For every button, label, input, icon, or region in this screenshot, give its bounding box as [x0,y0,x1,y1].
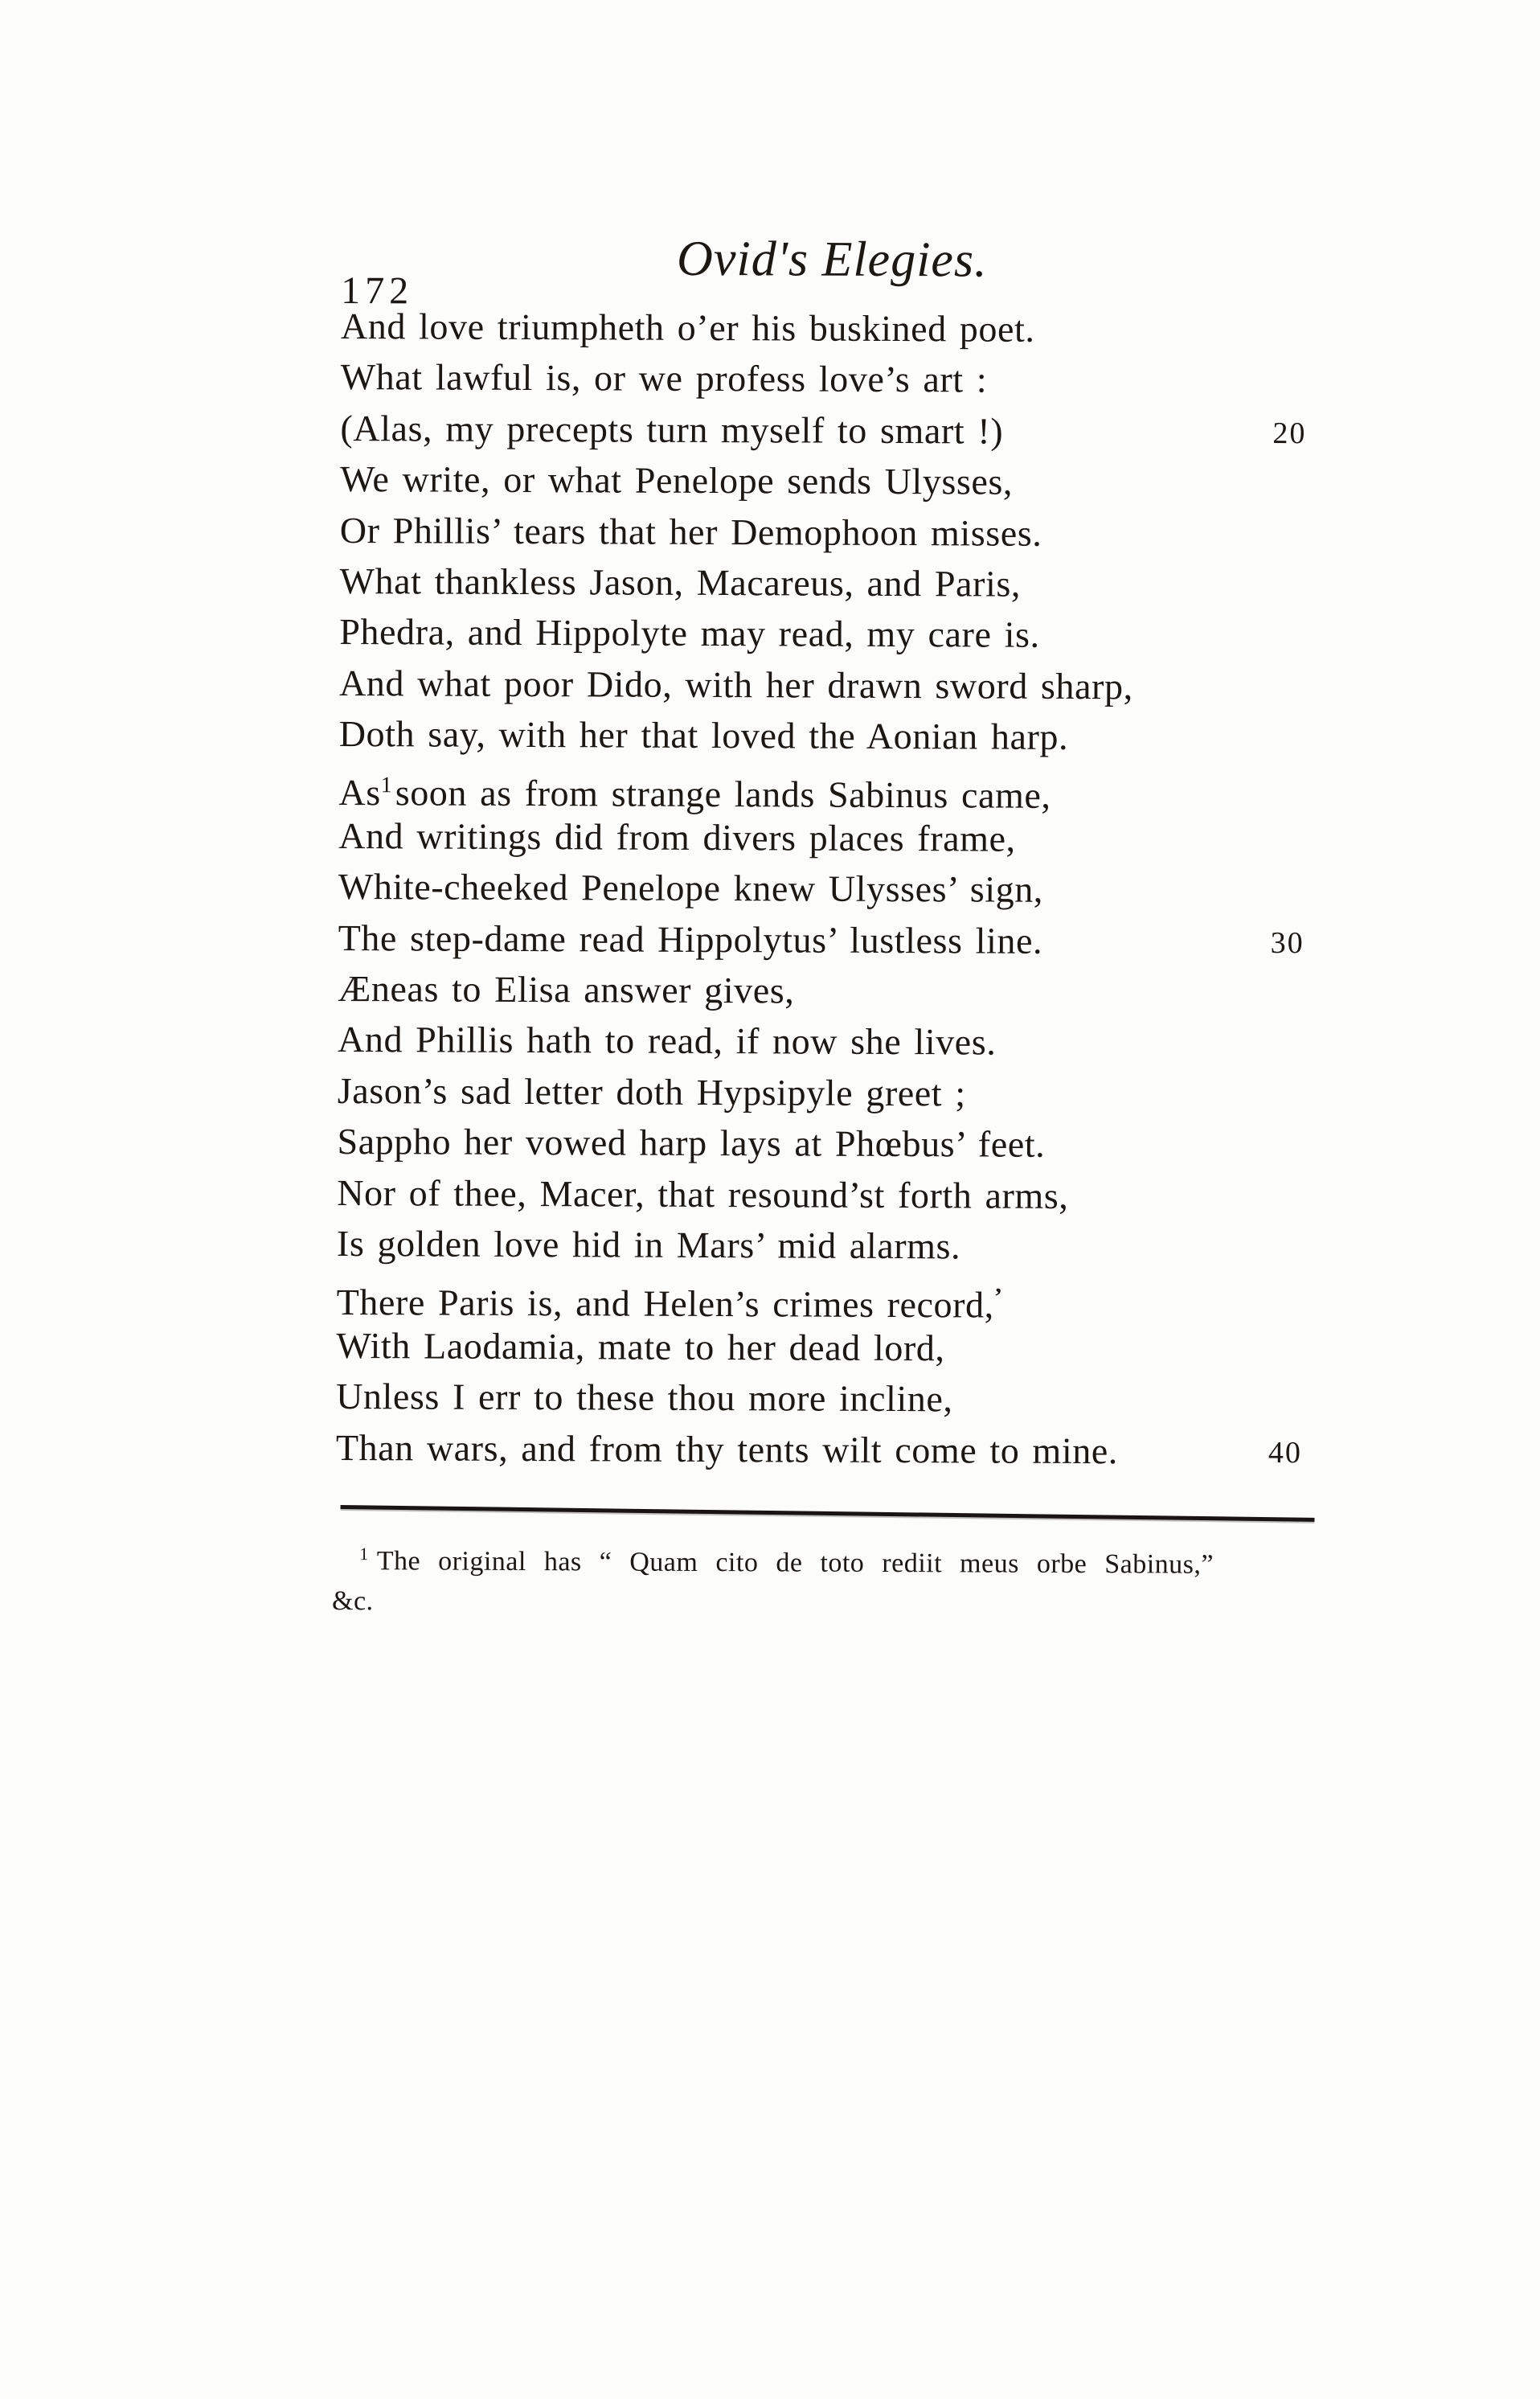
verse-text: As [338,771,381,813]
footnote-reference: 1 [380,772,392,798]
poem-line [337,1269,1350,1324]
poem-line [338,912,1351,968]
poem-line [340,453,1353,509]
verse-text: Æneas to Elisa answer gives, [338,968,795,1011]
footnote-rule [341,1505,1315,1522]
verse-text: What thankless Jason, Macareus, and Paris, [339,560,1022,605]
verse-line-number: 40 [1268,1435,1302,1470]
verse-text: We write, or what Penelope sends Ulysses, [340,458,1014,502]
verse-text: Is golden love hid in Mars’ mid alarms. [336,1223,961,1267]
page-title: Ovid's Elegies. [676,231,988,288]
verse-text: What lawful is, or we profess love’s art : [340,356,988,400]
poem-body [336,301,1354,1477]
poem-line [338,760,1351,815]
footnote [332,1534,1329,1626]
poem-line [336,1422,1349,1478]
verse-text: With Laodamia, mate to her dead lord, [336,1324,945,1369]
poem-line [341,351,1354,407]
poem-line [336,1320,1349,1376]
verse-text: Doth say, with her that loved the Aonian harp. [338,713,1069,758]
poem-line [338,1065,1350,1121]
verse-text: Nor of thee, Macer, that resound’st forth arms, [337,1171,1069,1216]
verse-text: Than wars, and from thy tents wilt come to mine. [335,1426,1119,1471]
poem-line [339,606,1352,662]
poem-line [339,658,1352,713]
verse-text: And writings did from divers places frame, [338,814,1016,859]
verse-text: And Phillis hath to read, if now she lives. [337,1019,997,1064]
footnote-marker: 1 [359,1544,369,1564]
footnote-reference: ’ [993,1283,1002,1311]
poem-line [338,1014,1350,1069]
verse-text: Sappho her vowed harp lays at Phœbus’ feet. [337,1121,1046,1166]
verse-text: White-cheeked Penelope knew Ulysses’ sign, [338,866,1044,911]
poem-line [338,963,1350,1019]
page-number: 172 [341,269,414,313]
poem-line [337,1116,1350,1171]
poem-line [340,505,1353,560]
poem-line [338,861,1351,917]
verse-text: And what poor Dido, with her drawn sword sharp, [338,662,1133,707]
poem-line [338,810,1351,866]
poem-line [340,403,1353,458]
footnote-continuation: &c. [331,1585,374,1617]
poem-line [339,708,1352,764]
poem-line [337,1218,1350,1273]
verse-text: soon as from strange lands Sabinus came, [395,771,1051,816]
footnote-text: The original has “ Quam cito de toto rediit meus orbe Sabinus,” [376,1546,1214,1580]
verse-text: And love triumpheth o’er his buskined poet. [340,306,1035,350]
verse-line-number: 30 [1270,925,1304,960]
poem-line [336,1371,1349,1426]
verse-line-number: 20 [1272,416,1307,451]
poem-line [339,556,1352,611]
verse-text: Unless I err to these thou more incline, [336,1376,953,1420]
verse-text: Jason’s sad letter doth Hypsipyle greet ; [337,1069,966,1114]
verse-text: Or Phillis’ tears that her Demophoon misses. [339,509,1042,554]
footnote-line [332,1534,1329,1585]
verse-text: Phedra, and Hippolyte may read, my care is. [339,611,1040,656]
verse-text: (Alas, my precepts turn myself to smart !) [340,407,1004,452]
poem-line [337,1167,1350,1223]
verse-text: The step-dame read Hippolytus’ lustless line. [338,917,1043,962]
verse-text: There Paris is, and Helen’s crimes record, [336,1282,994,1326]
poem-line [341,301,1354,356]
